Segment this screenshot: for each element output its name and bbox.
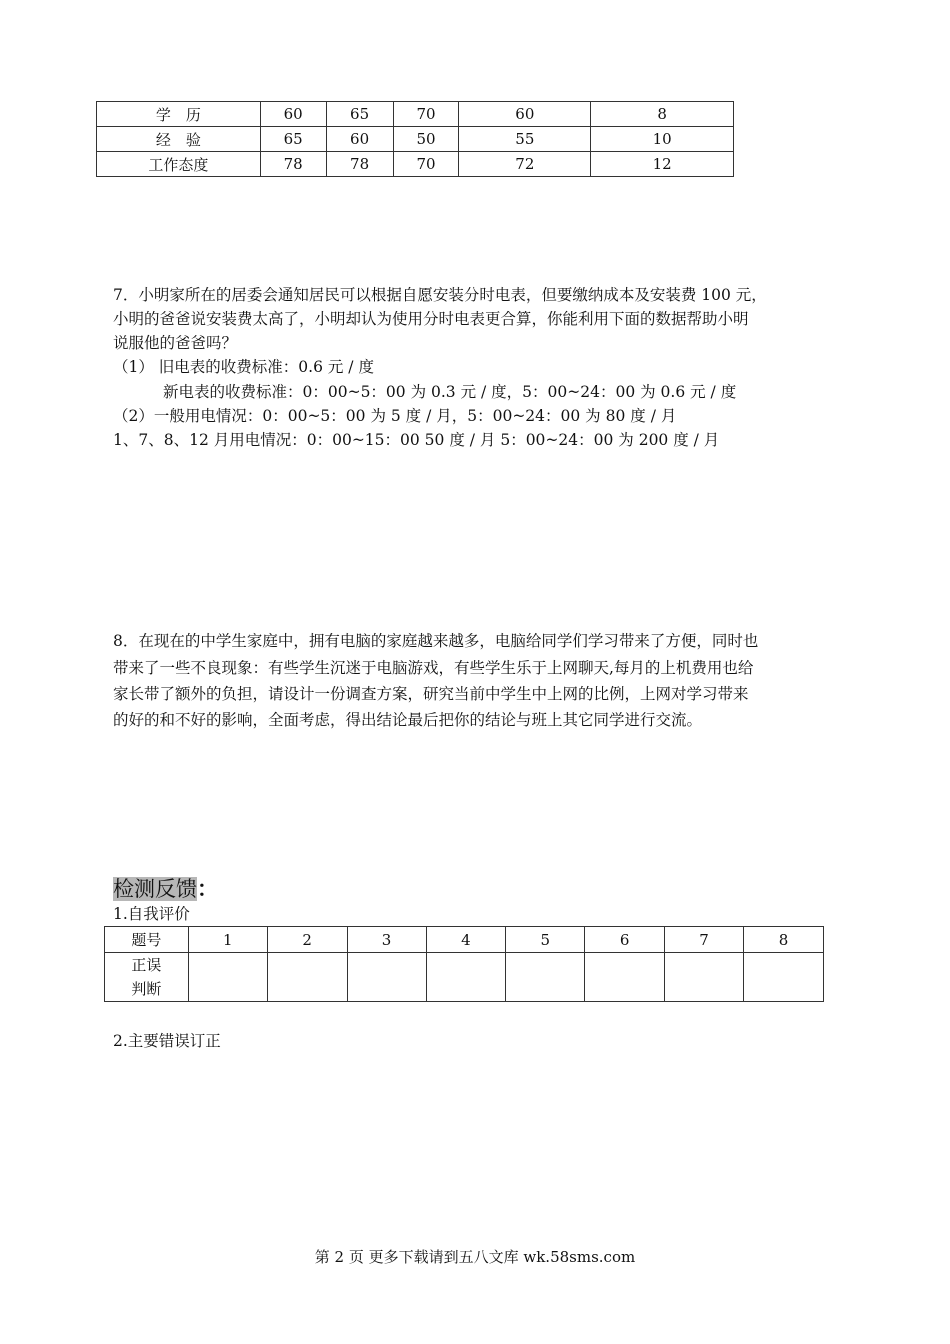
self-eval-header-row [105, 927, 824, 953]
q8-line1: 8．在现在的中学生家庭中，拥有电脑的家庭越来越多，电脑给同学们学习带来了方便，同时也 [113, 632, 759, 650]
score-cell: 60 [260, 102, 326, 127]
self-eval-label: 1.自我评价 [113, 905, 190, 923]
feedback-heading [113, 876, 218, 902]
question-number-3: 3 [347, 927, 426, 953]
judgement-label-line1: 正误 [131, 956, 162, 974]
q7-line2: 小明的爸爸说安装费太高了，小明却认为使用分时电表更合算，你能利用下面的数据帮助小明 [113, 310, 749, 328]
q7-item1b: 新电表的收费标准：0：00~5：00 为 0.3 元 / 度，5：00~24：00 为 0.6 元 / 度 [163, 383, 737, 401]
score-cell: 60 [326, 127, 393, 152]
score-cell: 70 [393, 102, 459, 127]
score-cell: 10 [591, 127, 734, 152]
q7-item1: （1） 旧电表的收费标准：0.6 元 / 度 [113, 358, 374, 376]
page-footer: 第 2 页 更多下载请到五八文库 wk.58sms.com [314, 1248, 636, 1266]
score-cell: 65 [326, 102, 393, 127]
self-eval-judgement-row [105, 953, 824, 1002]
row-label-cell: 工作态度 [97, 152, 261, 177]
score-table-row [97, 152, 734, 177]
judgement-cell-7[interactable] [665, 953, 744, 1002]
score-cell: 55 [459, 127, 591, 152]
score-table-row [97, 102, 734, 127]
feedback-heading-colon: ： [197, 876, 218, 901]
q7-line3: 说服他的爸爸吗？ [113, 334, 238, 352]
question-number-4: 4 [426, 927, 506, 953]
score-cell: 72 [459, 152, 591, 177]
feedback-heading-text: 检测反馈 [113, 877, 197, 901]
q7-item3: 1、7、8、12 月用电情况：0：00~15：00 50 度 / 月 5：00~24：00 为 200 度 / 月 [113, 431, 720, 449]
question-number-label: 题号 [105, 927, 189, 953]
q8-line3: 家长带了额外的负担，请设计一份调查方案，研究当前中学生中上网的比例，上网对学习带来 [113, 685, 749, 703]
question-number-7: 7 [665, 927, 744, 953]
question-number-8: 8 [744, 927, 824, 953]
judgement-label [105, 953, 189, 1002]
judgement-cell-8[interactable] [744, 953, 824, 1002]
question-number-2: 2 [267, 927, 347, 953]
row-label-cell: 学 历 [97, 102, 261, 127]
score-cell: 78 [326, 152, 393, 177]
q8-line2: 带来了一些不良现象：有些学生沉迷于电脑游戏，有些学生乐于上网聊天,每月的上机费用也给 [113, 659, 754, 677]
judgement-cell-4[interactable] [426, 953, 506, 1002]
score-cell: 8 [591, 102, 734, 127]
score-cell: 70 [393, 152, 459, 177]
judgement-label-line2: 判断 [131, 980, 162, 998]
judgement-cell-3[interactable] [347, 953, 426, 1002]
judgement-cell-6[interactable] [585, 953, 665, 1002]
score-cell: 50 [393, 127, 459, 152]
score-cell: 65 [260, 127, 326, 152]
row-label-cell: 经 验 [97, 127, 261, 152]
q8-line4: 的好的和不好的影响，全面考虑，得出结论最后把你的结论与班上其它同学进行交流。 [113, 711, 703, 729]
question-number-1: 1 [188, 927, 267, 953]
q7-line1: 7．小明家所在的居委会通知居民可以根据自愿安装分时电表，但要缴纳成本及安装费 100 元， [113, 286, 767, 304]
question-number-6: 6 [585, 927, 665, 953]
self-eval-table [104, 926, 824, 1002]
question-number-5: 5 [506, 927, 585, 953]
score-table-body [97, 102, 734, 177]
correction-label: 2.主要错误订正 [113, 1032, 221, 1050]
judgement-cell-1[interactable] [188, 953, 267, 1002]
score-cell: 60 [459, 102, 591, 127]
judgement-cell-2[interactable] [267, 953, 347, 1002]
score-table-row [97, 127, 734, 152]
q7-item2: （2）一般用电情况：0：00~5：00 为 5 度 / 月，5：00~24：00 为 80 度 / 月 [113, 407, 677, 425]
score-cell: 12 [591, 152, 734, 177]
score-table [96, 101, 734, 177]
judgement-cell-5[interactable] [506, 953, 585, 1002]
score-cell: 78 [260, 152, 326, 177]
